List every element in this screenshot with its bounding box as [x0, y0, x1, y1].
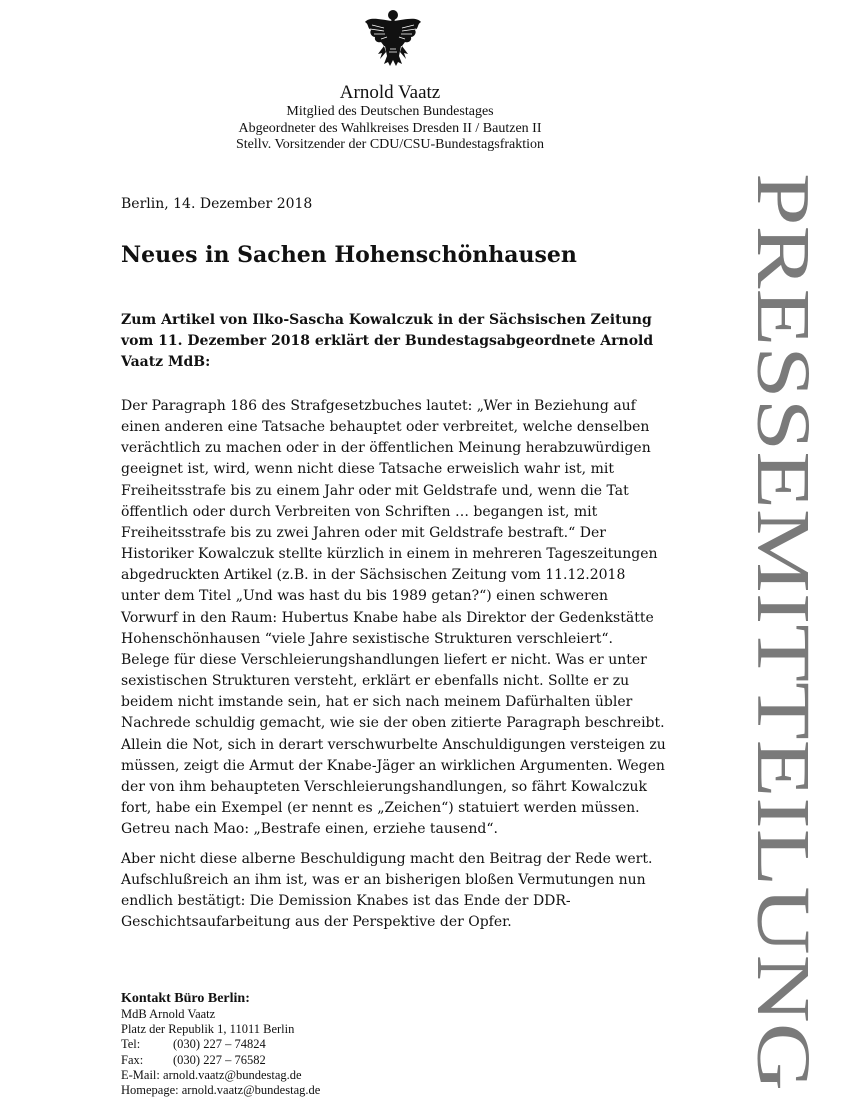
contact-homepage[interactable]: arnold.vaatz@bundestag.de [181, 1083, 321, 1098]
pressemitteilung-side-label [710, 173, 850, 1093]
letterhead-line-2: Abgeordneter des Wahlkreises Dresden II / Bautzen II [238, 120, 542, 136]
contact-name: MdB Arnold Vaatz [121, 1007, 216, 1021]
contact-block [121, 990, 320, 1098]
page-title: Neues in Sachen Hohenschönhausen [121, 242, 577, 268]
body-paragraph-1: Der Paragraph 186 des Strafgesetzbuches lautet: „Wer in Beziehung auf einen anderen eine Tatsache behauptet oder verbreitet, welche denselben verächtlich zu machen oder in der öffentlichen Meinung herabzuwürdigen geeignet ist, wird, wenn nicht diese Tatsache erweislich wahr ist, mit Freiheitsstrafe bis zu einem Jahr oder mit Geldstrafe und, wenn die Tat öffentlich oder durch Verbreiten von Schriften … begangen ist, mit Freiheitsstrafe bis zu zwei Jahren oder mit Geldstrafe bestraft.“ Der Historiker Kowalczuk stellte kürzlich in einem in mehreren Tageszeitungen abgedruckten Artikel (z.B. in der Sächsischen Zeitung vom 11.12.2018 unter dem Titel „Und was hast du bis 1989 getan?“) einen schweren Vorwurf in den Raum: Hubertus Knabe habe als Direktor der Gedenkstätte Hohenschönhausen “viele Jahre sexistische Strukturen verschleiert“. Belege für diese Verschleierungshandlungen liefert er nicht. Was er unter sexistischen Strukturen versteht, erklärt er ebenfalls nicht. Sollte er zu beidem nicht imstande sein, hat er sich nach meinem Dafürhalten übler Nachrede schuldig gemacht, wie sie der oben zitierte Paragraph beschreibt. Allein die Not, sich in derart verschwurbelte Anschuldigungen versteigen zu müssen, zeigt die Armut der Knabe-Jäger an wirklichen Argumenten. Wegen der von ihm behaupteten Verschleierungshandlungen, so fährt Kowalczuk fort, habe ein Exempel (er nennt es „Zeichen“) statuiert werden müssen. Getreu nach Mao: „Bestrafe einen, erziehe tausend“. [121, 398, 666, 838]
letterhead-line-1: Mitglied des Deutschen Bundestages [286, 104, 494, 119]
lead-paragraph: Zum Artikel von Ilko-Sascha Kowalczuk in der Sächsischen Zeitung vom 11. Dezember 2018 erklärt der Bundestagsabgeordnete Arnold Vaatz MdB: [121, 312, 654, 370]
contact-fax-row [121, 1053, 320, 1068]
contact-tel: (030) 227 – 74824 [173, 1037, 266, 1052]
contact-homepage-row [121, 1083, 320, 1098]
contact-address: Platz der Republik 1, 11011 Berlin [121, 1022, 295, 1037]
letterhead [0, 82, 780, 154]
contact-fax-label: Fax: [121, 1052, 144, 1067]
body-paragraph-2: Aber nicht diese alberne Beschuldigung macht den Beitrag der Rede wert. Aufschlußreich an ihm ist, was er an bisherigen bloßen Vermutungen nun endlich bestätigt: Die Demission Knabes ist das Ende der DDR-Geschichtsaufarbeitung aus der Perspektive der Opfer. [121, 851, 653, 931]
contact-email[interactable]: arnold.vaatz@bundestag.de [163, 1067, 302, 1082]
contact-tel-row [121, 1037, 320, 1052]
federal-eagle-icon [362, 6, 424, 68]
side-label-text: PRESSEMITTEILUNG [741, 173, 825, 912]
contact-email-row [121, 1068, 320, 1083]
letterhead-name: Arnold Vaatz [339, 82, 441, 103]
letterhead-line-3: Stellv. Vorsitzender der CDU/CSU-Bundestagsfraktion [235, 137, 545, 152]
contact-homepage-label: Homepage: [121, 1083, 179, 1098]
document-date: Berlin, 14. Dezember 2018 [121, 196, 313, 212]
contact-heading: Kontakt Büro Berlin: [121, 991, 250, 1006]
contact-fax: (030) 227 – 76582 [173, 1052, 266, 1067]
contact-email-label: E-Mail: [121, 1067, 160, 1082]
contact-tel-label: Tel: [121, 1037, 141, 1052]
